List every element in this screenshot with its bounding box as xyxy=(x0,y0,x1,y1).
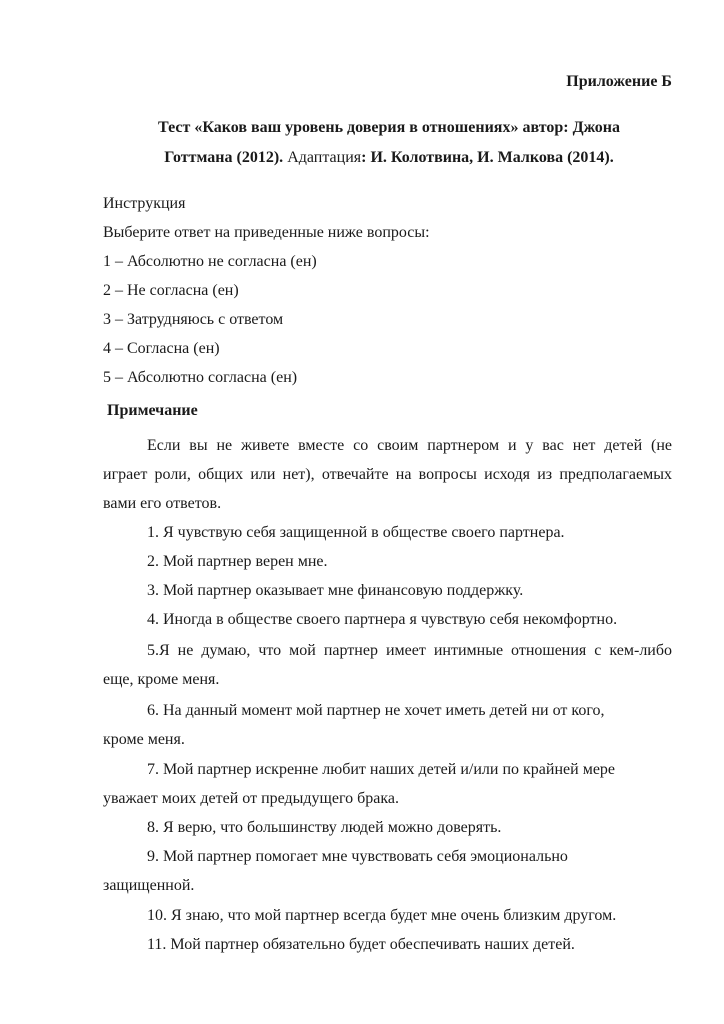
question-11: 11. Мой партнер обязательно будет обеспечивать наших детей. xyxy=(147,936,575,953)
question-5-line-1: 5.Я не думаю, что мой партнер имеет интимные отношения с кем-либо xyxy=(147,642,672,659)
question-8: 8. Я верю, что большинству людей можно доверять. xyxy=(147,819,502,836)
test-title: Тест «Каков ваш уровень доверия в отношениях» xyxy=(158,119,519,136)
scale-option-1: 1 – Абсолютно не согласна (ен) xyxy=(103,253,317,270)
question-10: 10. Я знаю, что мой партнер всегда будет мне очень близким другом. xyxy=(147,907,617,924)
scale-option-3: 3 – Затрудняюсь с ответом xyxy=(103,311,284,328)
note-line-1: Если вы не живете вместе со своим партнером и у вас нет детей (не xyxy=(147,437,672,454)
question-4: 4. Иногда в обществе своего партнера я чувствую себя некомфортно. xyxy=(147,611,618,628)
note-line-2: играет роли, общих или нет), отвечайте на вопросы исходя из предполагаемых xyxy=(103,466,672,483)
question-1: 1. Я чувствую себя защищенной в обществе своего партнера. xyxy=(147,524,565,541)
note-line-3: вами его ответов. xyxy=(103,495,222,512)
question-9-line-1: 9. Мой партнер помогает мне чувствовать себя эмоционально xyxy=(147,848,568,865)
adaptation-label: Адаптация xyxy=(283,149,362,166)
question-2: 2. Мой партнер верен мне. xyxy=(147,553,328,570)
scale-option-5: 5 – Абсолютно согласна (ен) xyxy=(103,369,298,386)
appendix-label: Приложение Б xyxy=(566,73,672,90)
author-label: автор: Джона xyxy=(518,119,620,136)
instruction-heading: Инструкция xyxy=(103,195,186,212)
question-9-line-2: защищенной. xyxy=(103,877,195,894)
question-7-line-2: уважает моих детей от предыдущего брака. xyxy=(103,790,400,807)
question-6-line-2: кроме меня. xyxy=(103,731,185,748)
question-6-line-1: 6. На данный момент мой партнер не хочет иметь детей ни от кого, xyxy=(147,702,605,719)
adaptation-authors: : И. Колотвина, И. Малкова (2014). xyxy=(361,149,614,166)
question-7-line-1: 7. Мой партнер искренне любит наших детей и/или по крайней мере xyxy=(147,761,616,778)
instruction-prompt: Выберите ответ на приведенные ниже вопросы: xyxy=(103,224,430,241)
author-name: Готтмана (2012). xyxy=(164,149,284,166)
scale-option-4: 4 – Согласна (ен) xyxy=(103,340,220,357)
scale-option-2: 2 – Не согласна (ен) xyxy=(103,282,239,299)
title-line-2 xyxy=(0,148,724,168)
question-3: 3. Мой партнер оказывает мне финансовую поддержку. xyxy=(147,582,524,599)
question-5-line-2: еще, кроме меня. xyxy=(103,671,220,688)
note-heading: Примечание xyxy=(107,402,198,419)
title-line-1 xyxy=(0,118,724,138)
